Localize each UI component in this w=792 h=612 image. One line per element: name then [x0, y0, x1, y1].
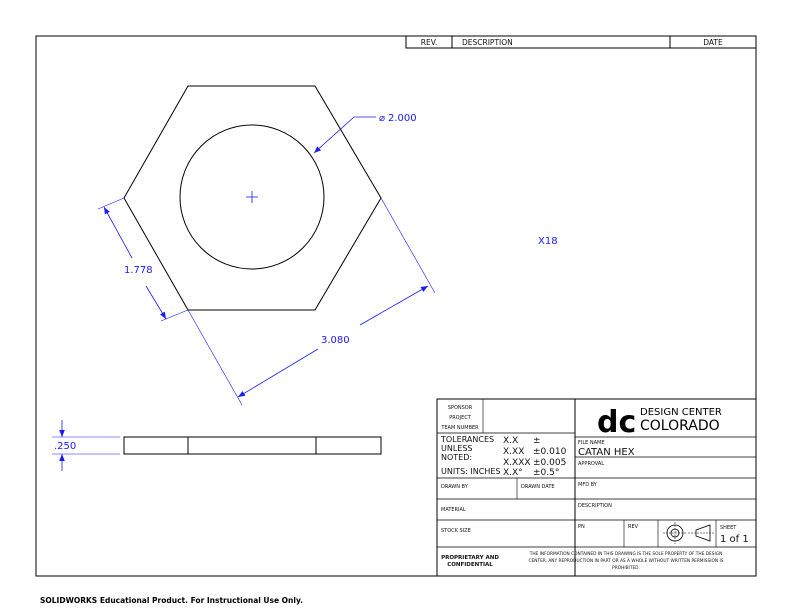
tol-xx-value: ±0.010	[533, 447, 567, 457]
thickness-dimension	[52, 420, 120, 471]
sheet-value: 1 of 1	[720, 534, 749, 545]
diameter-dimension	[314, 113, 417, 153]
stock-size-label: STOCK SIZE	[441, 528, 471, 534]
logo-mark: dc	[597, 405, 637, 440]
hex-top-view	[124, 86, 381, 310]
across-flats-value: 3.080	[321, 335, 350, 346]
drawn-date-label: DRAWN DATE	[521, 484, 555, 490]
description-header: DESCRIPTION	[462, 38, 513, 47]
tol-angle-value: ±0.5°	[533, 468, 560, 478]
logo-line-1: DESIGN CENTER	[640, 407, 722, 418]
tol-xxx: X.XXX	[503, 458, 531, 468]
rev-label: REV	[628, 524, 639, 530]
rev-header: REV.	[420, 38, 438, 47]
material-label: MATERIAL	[441, 507, 466, 513]
sponsor-label: SPONSOR	[447, 405, 473, 411]
revision-block	[406, 36, 756, 48]
title-block	[437, 399, 756, 576]
center-mark-icon	[246, 191, 258, 203]
date-header: DATE	[703, 38, 723, 47]
tol-angle: X.X°	[503, 468, 523, 478]
file-name-label: FILE NAME	[578, 440, 605, 446]
description-label: DESCRIPTION	[578, 503, 612, 509]
thickness-value: .250	[54, 441, 77, 452]
approval-label: APPROVAL	[578, 461, 605, 467]
mfd-by-label: MFD BY	[578, 482, 597, 488]
edge-length-value: 1.778	[124, 265, 153, 276]
file-name-value: CATAN HEX	[578, 447, 635, 458]
logo-line-2: COLORADO	[640, 418, 720, 434]
diameter-symbol: ⌀	[379, 113, 386, 124]
unless-label: UNLESS	[441, 444, 473, 453]
units-label: UNITS: INCHES	[441, 467, 501, 476]
notice-line-3: PROHIBITED.	[612, 566, 640, 571]
tol-xx: X.XX	[503, 447, 525, 457]
hex-side-view	[124, 437, 381, 454]
noted-label: NOTED:	[441, 453, 473, 462]
drawn-by-label: DRAWN BY	[441, 484, 468, 490]
design-center-logo	[597, 405, 722, 440]
third-angle-projection-icon	[663, 522, 714, 544]
diameter-value: 2.000	[388, 113, 417, 124]
sheet-label: SHEET	[720, 525, 737, 531]
pn-label: PN	[578, 524, 585, 530]
educational-watermark: SOLIDWORKS Educational Product. For Instructional Use Only.	[40, 596, 304, 605]
notice-line-2: CENTER. ANY REPRODUCTION IN PART OR AS A WHOLE WITHOUT WRITTEN PERMISSION IS	[528, 559, 724, 564]
hexagon-outline	[124, 86, 381, 310]
project-label: PROJECT	[449, 415, 471, 421]
tolerances-label: TOLERANCES	[441, 435, 495, 444]
tol-x: X.X	[503, 436, 519, 446]
proprietary-line-1: PROPRIETARY AND	[441, 555, 499, 561]
across-flats-dimension	[188, 198, 435, 405]
tol-xxx-value: ±0.005	[533, 458, 567, 468]
tol-x-value: ±	[533, 436, 541, 446]
proprietary-line-2: CONFIDENTIAL	[447, 562, 493, 568]
team-number-label: TEAM NUMBER	[441, 425, 479, 431]
edge-length-dimension	[98, 198, 188, 321]
quantity-note: X18	[538, 236, 558, 247]
notice-line-1: THE INFORMATION CONTAINED IN THIS DRAWING IS THE SOLE PROPERTY OF THE DESIGN	[529, 552, 723, 557]
